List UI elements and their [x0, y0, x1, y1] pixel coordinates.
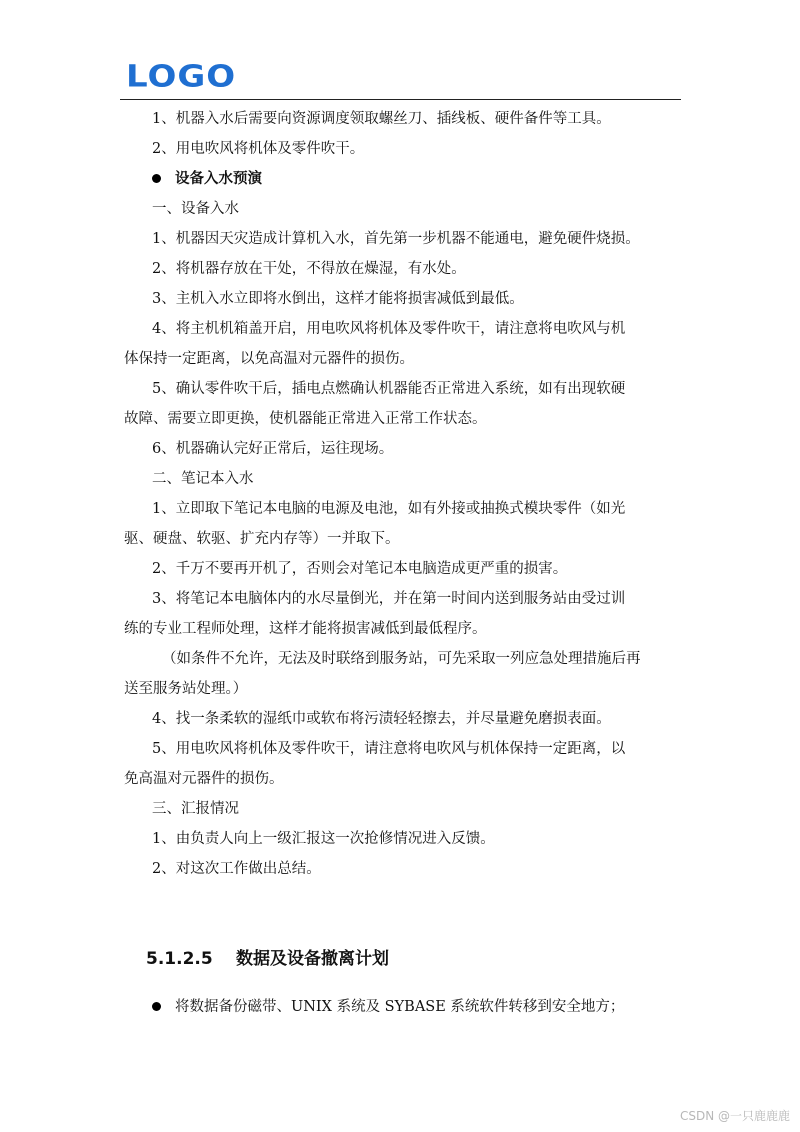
section-number: 5.1.2.5 [146, 949, 213, 969]
text-line-continued: 练的专业工程师处理，这样才能将损害减低到最低程序。 [124, 621, 487, 637]
text-line-continued: 免高温对元器件的损伤。 [124, 771, 284, 787]
section-title: 三、汇报情况 [152, 801, 239, 817]
final-bullet-text: 将数据备份磁带、UNIX 系统及 SYBASE 系统软件转移到安全地方； [175, 999, 625, 1015]
text-line: 3、将笔记本电脑体内的水尽量倒光，并在第一时间内送到服务站由受过训 [152, 591, 626, 607]
bullet-heading-row [152, 164, 682, 194]
text-line: 1、由负责人向上一级汇报这一次抢修情况进入反馈。 [152, 831, 495, 847]
section-heading-title: 数据及设备撤离计划 [236, 949, 389, 969]
text-line-continued: 体保持一定距离，以免高温对元器件的损伤。 [124, 351, 414, 367]
text-line: 2、千万不要再开机了，否则会对笔记本电脑造成更严重的损害。 [152, 561, 568, 577]
text-line: 2、将机器存放在干处，不得放在燥湿，有水处。 [152, 261, 466, 277]
logo: LOGO [126, 59, 237, 95]
text-line: 4、找一条柔软的湿纸巾或软布将污渍轻轻擦去，并尽量避免磨损表面。 [152, 711, 611, 727]
header-rule [120, 99, 681, 100]
text-line-continued: 故障、需要立即更换，使机器能正常进入正常工作状态。 [124, 411, 487, 427]
document-body [124, 104, 682, 884]
text-line: 1、机器入水后需要向资源调度领取螺丝刀、插线板、硬件备件等工具。 [152, 111, 611, 127]
text-line: 5、用电吹风将机体及零件吹干，请注意将电吹风与机体保持一定距离，以 [152, 741, 626, 757]
bullet-icon [152, 1002, 161, 1011]
text-line-continued: 驱、硬盘、软驱、扩充内存等）一并取下。 [124, 531, 400, 547]
text-line: 2、用电吹风将机体及零件吹干。 [152, 141, 365, 157]
text-line: 3、主机入水立即将水倒出，这样才能将损害减低到最低。 [152, 291, 524, 307]
text-line: 4、将主机机箱盖开启，用电吹风将机体及零件吹干，请注意将电吹风与机 [152, 321, 626, 337]
bullet-heading: 设备入水预演 [175, 170, 262, 187]
section-heading [146, 944, 389, 974]
text-line-note: （如条件不允许，无法及时联络到服务站，可先采取一列应急处理措施后再 [162, 651, 641, 667]
bullet-icon [152, 174, 161, 183]
watermark: CSDN @一只鹿鹿鹿 [679, 1109, 790, 1123]
text-line: 1、机器因天灾造成计算机入水，首先第一步机器不能通电，避免硬件烧损。 [152, 231, 640, 247]
section-title: 二、笔记本入水 [152, 471, 254, 487]
section-title: 一、设备入水 [152, 201, 239, 217]
final-bullet-row [152, 992, 624, 1022]
text-line: 1、立即取下笔记本电脑的电源及电池，如有外接或抽换式模块零件（如光 [152, 501, 626, 517]
text-line-continued: 送至服务站处理。） [124, 681, 248, 697]
text-line: 5、确认零件吹干后，插电点燃确认机器能否正常进入系统，如有出现软硬 [152, 381, 626, 397]
text-line: 6、机器确认完好正常后，运往现场。 [152, 441, 394, 457]
text-line: 2、对这次工作做出总结。 [152, 861, 321, 877]
